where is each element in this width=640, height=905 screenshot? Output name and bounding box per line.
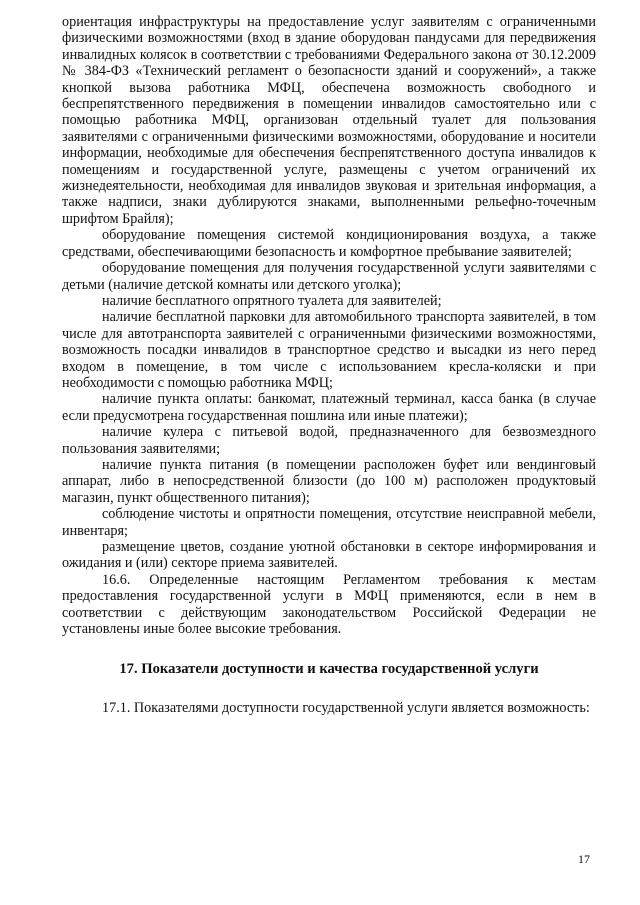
section-heading: 17. Показатели доступности и качества государственной услуги bbox=[119, 661, 539, 678]
document-body-bottom bbox=[62, 700, 596, 716]
paragraph: 17.1. Показателями доступности государственной услуги является возможность: bbox=[102, 700, 590, 717]
document-page bbox=[62, 14, 596, 717]
paragraph: 16.6. Определенные настоящим Регламентом требования к местам предоставления государственной услуги в МФЦ применяются, если в нем в соответствии с действующим законодательством Российской Федерации не установлены иные более высокие требования. bbox=[62, 571, 596, 638]
paragraph: наличие пункта оплаты: банкомат, платежный терминал, касса банка (в случае если предусмотрена государственная пошлина или иные платежи); bbox=[62, 391, 596, 424]
page-number: 17 bbox=[578, 852, 590, 866]
paragraph: наличие пункта питания (в помещении расположен буфет или вендинговый аппарат, либо в непосредственной близости (до 100 м) расположен продуктовый магазин, пункт общественного питания); bbox=[62, 456, 596, 506]
document-body-top bbox=[62, 14, 596, 637]
paragraph: наличие бесплатной парковки для автомобильного транспорта заявителей, в том числе для автотранспорта заявителей с ограниченными физическими возможностями, возможность посадки инвалидов в транспортное средство и высадки из него перед входом в помещение, в том числе с использованием кресла-коляски и при необходимости с помощью работника МФЦ; bbox=[62, 309, 596, 391]
paragraph: размещение цветов, создание уютной обстановки в секторе информирования и ожидания и (или) секторе приема заявителей. bbox=[62, 539, 596, 572]
paragraph: соблюдение чистоты и опрятности помещения, отсутствие неисправной мебели, инвентаря; bbox=[62, 506, 596, 539]
paragraph: наличие кулера с питьевой водой, предназначенного для безвозмездного пользования заявителями; bbox=[62, 424, 596, 457]
paragraph: наличие бесплатного опрятного туалета для заявителей; bbox=[102, 292, 442, 309]
paragraph: оборудование помещения для получения государственной услуги заявителями с детьми (наличие детской комнаты или детского уголка); bbox=[62, 260, 596, 293]
paragraph: ориентация инфраструктуры на предоставление услуг заявителям с ограниченными физическими возможностями (вход в здание оборудован пандусами для передвижения инвалидных колясок в соответствии с требованиями Федерального закона от 30.12.2009 № 384-ФЗ «Технический регламент о безопасности зданий и сооружений», а также кнопкой вызова работника МФЦ, обеспечена возможность свободного и беспрепятственного передвижения в помещении инвалидов самостоятельно или с помощью работника МФЦ, организован отдельный туалет для пользования заявителями с ограниченными физическими возможностями, оборудование и носители информации, необходимые для обеспечения беспрепятственного доступа инвалидов к помещениям и государственной услуге, размещены с учетом ограничений их жизнедеятельности, необходимая для инвалидов звуковая и зрительная информация, а также надписи, знаки дублируются знаками, выполненными рельефно-точечным шрифтом Брайля); bbox=[62, 14, 596, 227]
paragraph: оборудование помещения системой кондиционирования воздуха, а также средствами, обеспечивающими безопасность и комфортное пребывание заявителей; bbox=[62, 227, 596, 260]
